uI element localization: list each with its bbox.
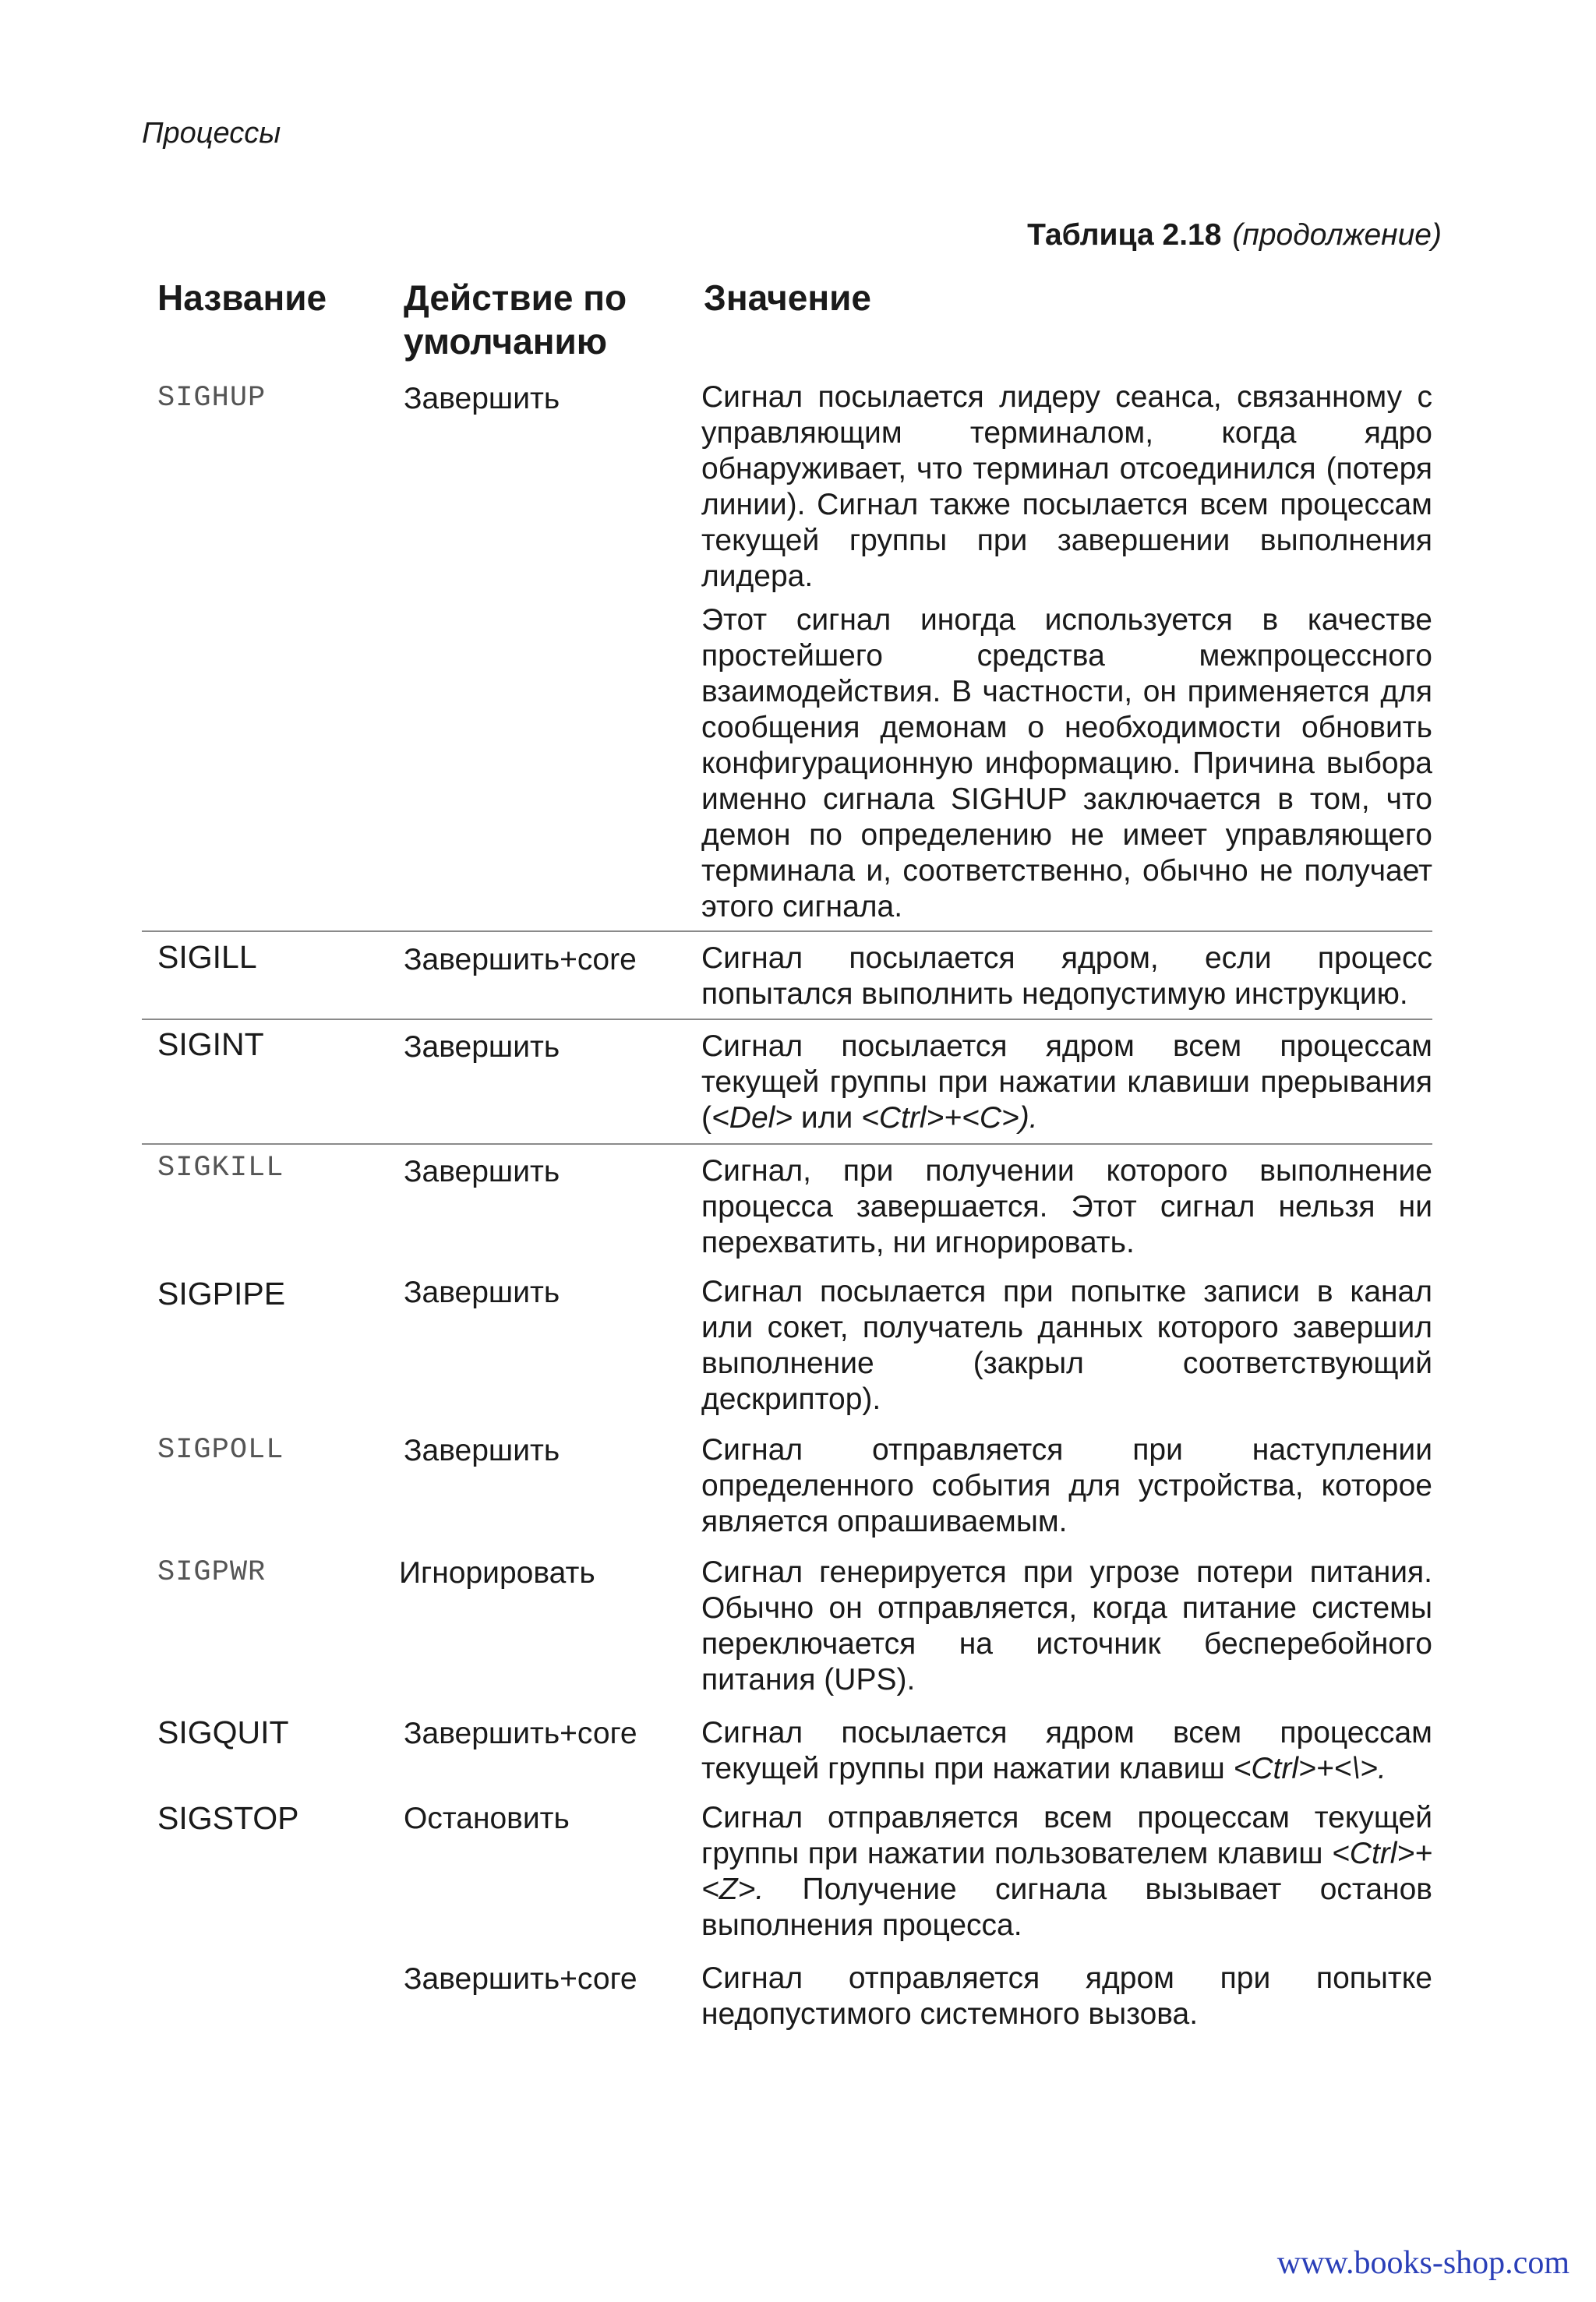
sigint-key-del: <Del> (711, 1101, 793, 1135)
signal-action-sigpipe: Завершить (404, 1276, 560, 1309)
signal-description-sigpipe (701, 1274, 1432, 1418)
sigkill-description: Сигнал, при получении которого выполнение процесса завершается. Этот сигнал нельзя ни перехватить, ни игнорировать. (701, 1154, 1432, 1259)
sigint-description-text: Сигнал посылается ядром всем процессам текущей группы при нажатии клавиши прерывания ( (701, 1029, 1432, 1135)
signal-name-sigkill: SIGKILL (157, 1152, 284, 1185)
sigstop-description-text: Сигнал отправляется всем процессам текущей группы при нажатии пользователем клавиш (701, 1801, 1432, 1870)
table-caption-continuation: (продолжение) (1232, 218, 1442, 252)
signal-name-sigpwr: SIGPWR (157, 1556, 267, 1589)
sigint-key-ctrl-c: <Ctrl>+<C>). (861, 1101, 1038, 1135)
signal-name-sigstop: SIGSTOP (157, 1800, 299, 1836)
signal-action-sigquit: Завершить+соге (404, 1717, 637, 1750)
column-header-meaning: Значение (704, 277, 871, 318)
sigint-description (701, 1029, 1432, 1136)
signal-description-sigint (701, 1029, 1432, 1136)
sigquit-description-text: Сигнал посылается ядром всем процессам текущей группы при нажатии клавиш (701, 1716, 1432, 1785)
column-header-action: Действие по умолчанию (404, 277, 627, 362)
table-caption (1027, 218, 1442, 252)
row-divider (142, 1143, 1432, 1145)
signal-name-sighup: SIGHUP (157, 382, 267, 415)
signal-action-sigpoll: Завершить (404, 1434, 560, 1467)
signal-description-sigquit (701, 1715, 1432, 1787)
signal-action-unlabeled: Завершить+соге (404, 1962, 637, 1996)
signal-action-sigstop: Остановить (404, 1802, 570, 1835)
sigstop-description-end: Получение сигнала вызывает останов выполнения процесса. (701, 1873, 1432, 1942)
signal-name-sigill: SIGILL (157, 939, 257, 975)
signal-action-sigint: Завершить (404, 1030, 560, 1064)
signal-description-sigpwr (701, 1555, 1432, 1698)
signal-name-sigquit: SIGQUIT (157, 1714, 289, 1750)
signal-description-sigkill (701, 1153, 1432, 1261)
running-head: Процессы (142, 117, 281, 150)
sigill-description: Сигнал посылается ядром, если процесс попытался выполнить недопустимую инструкцию. (701, 941, 1432, 1011)
signal-action-sigpwr: Игнорировать (399, 1556, 595, 1590)
signal-name-sigint: SIGINT (157, 1026, 264, 1062)
sigstop-description (701, 1800, 1432, 1944)
sigstop-key-ctrl-z: <Ctrl>+<Z>. (701, 1837, 1432, 1906)
signal-description-sighup (701, 380, 1432, 925)
sigquit-description (701, 1715, 1432, 1787)
row-divider (142, 930, 1432, 932)
sigquit-key-ctrl-backslash: <Ctrl>+<\>. (1233, 1752, 1386, 1785)
footer-url[interactable]: www.books-shop.com (1276, 2245, 1570, 2281)
sigpoll-description: Сигнал отправляется при наступлении определенного события для устройства, которое является опрашиваемым. (701, 1433, 1432, 1538)
signal-description-sigstop (701, 1800, 1432, 1944)
sighup-description-paragraph-1: Сигнал посылается лидеру сеанса, связанному с управляющим терминалом, когда ядро обнаруживает, что терминал отсоединился (потеря линии). Сигнал также посылается всем процессам текущей группы при завершении выполнения лидера. (701, 380, 1432, 593)
signal-name-sigpipe: SIGPIPE (157, 1276, 286, 1312)
column-header-name: Название (157, 277, 327, 318)
signal-action-sigkill: Завершить (404, 1155, 560, 1188)
signal-description-unlabeled (701, 1961, 1432, 2032)
table-caption-label: Таблица 2.18 (1027, 218, 1222, 252)
sigint-or: или (793, 1101, 862, 1135)
signal-action-sighup: Завершить (404, 382, 560, 415)
signal-name-sigpoll: SIGPOLL (157, 1434, 284, 1467)
unlabeled-description: Сигнал отправляется ядром при попытке недопустимого системного вызова. (701, 1961, 1432, 2031)
sigpwr-description: Сигнал генерируется при угрозе потери питания. Обычно он отправляется, когда питание системы переключается на источник бесперебойного питания (UPS). (701, 1555, 1432, 1696)
signal-description-sigpoll (701, 1432, 1432, 1540)
signal-description-sigill (701, 941, 1432, 1012)
signal-action-sigill: Завершить+core (404, 943, 637, 976)
sighup-description-paragraph-2: Этот сигнал иногда используется в качестве простейшего средства межпроцессного взаимодействия. В частности, он применяется для сообщения демонам о необходимости обновить конфигурационную информацию. Причина выбора именно сигнала SIGHUP заключается в том, что демон по определению не имеет управляющего терминала и, соответственно, обычно не получает этого сигнала. (701, 603, 1432, 923)
sigpipe-description: Сигнал посылается при попытке записи в канал или сокет, получатель данных которого завершил выполнение (закрыл соответствующий дескриптор). (701, 1275, 1432, 1416)
row-divider (142, 1019, 1432, 1020)
